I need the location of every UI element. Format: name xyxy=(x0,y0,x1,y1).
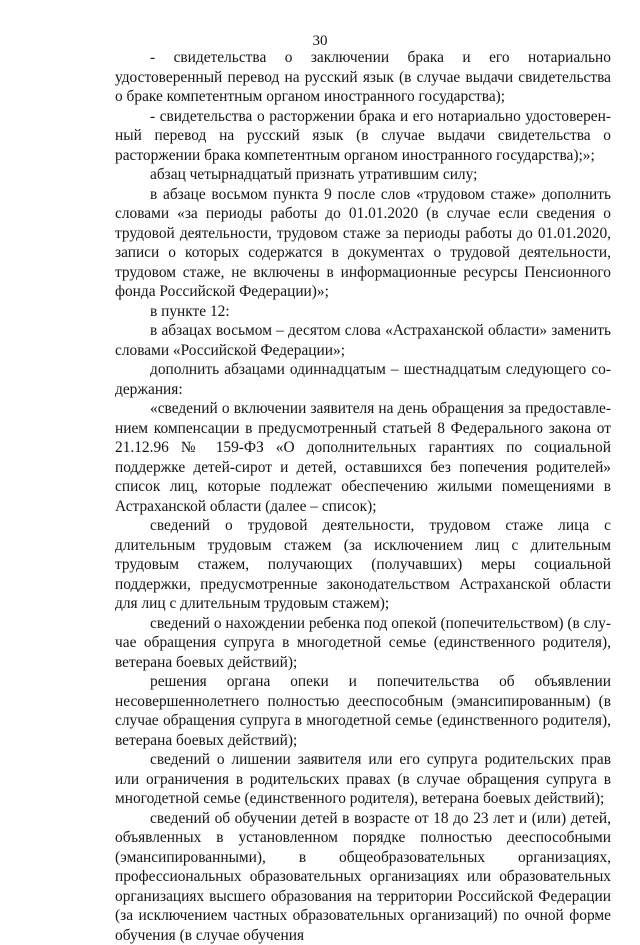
page-number: 30 xyxy=(0,32,640,50)
paragraph: сведений о нахождении ребенка под опекой (попечительством) (в случае обращения супруга в многодетной семье (единственного родителя), ветерана боевых действий); xyxy=(115,614,611,673)
paragraph: «сведений о включении заявителя на день обращения за предоставлением компенсации в предусмотренный статьей 8 Федерального закона от 21.12.96 № 159-ФЗ «О дополнительных гарантиях по социальной поддержке детей-сирот и детей, оставшихся без попечения родителей» список лиц, которые подлежат обеспечению жилыми помещениями в Астраханской области (далее – список); xyxy=(115,399,611,516)
paragraph: дополнить абзацами одиннадцатым – шестнадцатым следующего содержания: xyxy=(115,360,611,399)
paragraph: - свидетельства о расторжении брака и его нотариально удостоверенный перевод на русский язык (в случае выдачи свидетельства о расторжении брака компетентным органом иностранного государства);»; xyxy=(115,107,611,166)
paragraph: сведений об обучении детей в возрасте от 18 до 23 лет и (или) детей, объявленных в установленном порядке полностью дееспособными (эмансипированными), в общеобразовательных организациях, профессиональных образовательных организациях или образовательных организациях высшего образования на территории Российской Федерации (за исключением частных образовательных организаций) по очной форме обучения (в случае обучения xyxy=(115,809,611,945)
paragraph: в пункте 12: xyxy=(115,302,611,322)
paragraph: абзац четырнадцатый признать утратившим силу; xyxy=(115,165,611,185)
paragraph: в абзаце восьмом пункта 9 после слов «трудовом стаже» дополнить словами «за периоды работы до 01.01.2020 (в случае если сведения о трудовой деятельности, трудовом стаже за периоды работы до 01.01.2020, записи о которых содержатся в документах о трудовой деятельности, трудовом стаже, не включены в информационные ресурсы Пенсионного фонда Российской Федерации)»; xyxy=(115,185,611,302)
paragraph: - свидетельства о заключении брака и его нотариально удостоверенный перевод на русский язык (в случае выдачи свидетельства о браке компетентным органом иностранного государства); xyxy=(115,48,611,107)
paragraph: сведений о трудовой деятельности, трудовом стаже лица с длительным трудовым стажем (за исключением лиц с длительным трудовым стажем, получающих (получавших) меры социальной поддержки, предусмотренные законодательством Астраханской области для лиц с длительным трудовым стажем); xyxy=(115,516,611,614)
paragraph: решения органа опеки и попечительства об объявлении несовершеннолетнего полностью дееспособным (эмансипированным) (в случае обращения супруга в многодетной семье (единственного родителя), ветерана боевых действий); xyxy=(115,672,611,750)
paragraph: сведений о лишении заявителя или его супруга родительских прав или ограничения в родительских правах (в случае обращения супруга в многодетной семье (единственного родителя), ветерана боевых действий); xyxy=(115,750,611,809)
paragraph: в абзацах восьмом – десятом слова «Астраханской области» заменить словами «Российской Федерации»; xyxy=(115,321,611,360)
document-body xyxy=(115,48,611,945)
